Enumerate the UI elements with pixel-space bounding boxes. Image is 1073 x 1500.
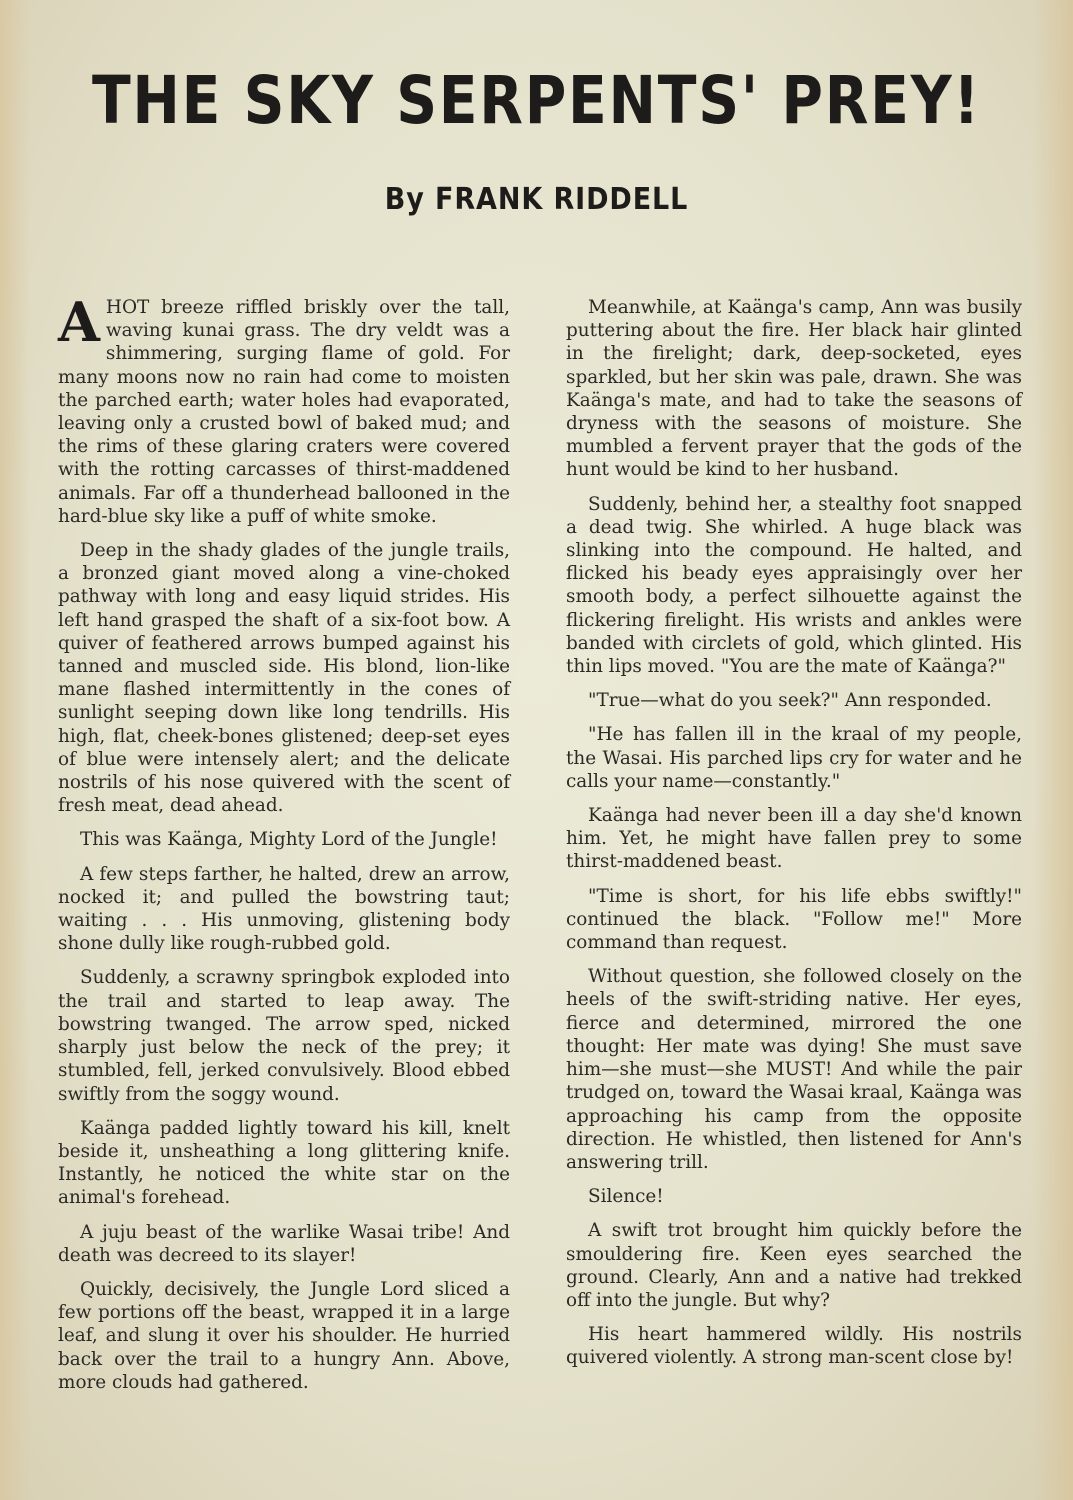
- paragraph: Without question, she followed closely on the heels of the swift-striding native. Her eyes, fierce and determined, mirrored the one thought: Her mate was dying! She must save him—she must—she MUST! And while the pair trudged on, toward the Wasai kraal, Kaänga was approaching his camp from the opposite direction. He whistled, then listened for Ann's answering trill.: [566, 966, 1022, 1173]
- story-title: THE SKY SERPENTS' PREY!: [91, 62, 982, 139]
- paragraph: "True—what do you seek?" Ann responded.: [588, 690, 992, 712]
- paragraph: Kaänga padded lightly toward his kill, knelt beside it, unsheathing a long glittering knife. Instantly, he noticed the white star on the animal's forehead.: [58, 1117, 510, 1209]
- paragraph: This was Kaänga, Mighty Lord of the Jungle!: [80, 829, 498, 851]
- paragraph: Suddenly, a scrawny springbok exploded into the trail and started to leap away. The bowstring twanged. The arrow sped, nicked sharply just below the neck of the prey; it stumbled, fell, jerked convulsively. Blood ebbed swiftly from the soggy wound.: [58, 967, 510, 1105]
- paragraph: "He has fallen ill in the kraal of my people, the Wasai. His parched lips cry for water and he calls your name—constantly.": [566, 724, 1022, 792]
- paragraph: Deep in the shady glades of the jungle trails, a bronzed giant moved along a vine-choked pathway with long and easy liquid strides. His left hand grasped the shaft of a six-foot bow. A quiver of feathered arrows bumped against his tanned and muscled side. His blond, lion-like mane flashed intermittently in the cones of sunlight seeping down like long tendrills. His high, flat, cheek-bones glistened; deep-set eyes of blue were intensely alert; and the delicate nostrils of his nose quivered with the scent of fresh meat, dead ahead.: [58, 540, 510, 817]
- paragraph: Suddenly, behind her, a stealthy foot snapped a dead twig. She whirled. A huge black was slinking into the compound. He halted, and flicked his beady eyes appraisingly over her smooth body, a perfect silhouette against the flickering firelight. His wrists and ankles were banded with circlets of gold, which glinted. His thin lips moved. "You are the mate of Kaänga?": [566, 493, 1022, 678]
- author-byline: By FRANK RIDDELL: [384, 182, 689, 217]
- page-edge-left: [0, 0, 30, 1500]
- drop-cap: A: [58, 290, 100, 354]
- paragraph: Quickly, decisively, the Jungle Lord sliced a few portions off the beast, wrapped it in a large leaf, and slung it over his shoulder. He hurried back over the trail to a hungry Ann. Above, more clouds had gathered.: [58, 1278, 510, 1393]
- paragraph: A juju beast of the warlike Wasai tribe! And death was decreed to its slayer!: [58, 1221, 510, 1266]
- paragraph: Kaänga had never been ill a day she'd known him. Yet, he might have fallen prey to some thirst-maddened beast.: [566, 805, 1022, 873]
- paragraph: A swift trot brought him quickly before the smouldering fire. Keen eyes searched the ground. Clearly, Ann and a native had trekked off into the jungle. But why?: [566, 1220, 1022, 1311]
- paragraph: "Time is short, for his life ebbs swiftly!" continued the black. "Follow me!" More command than request.: [566, 885, 1022, 954]
- paragraph: His heart hammered wildly. His nostrils quivered violently. A strong man-scent close by!: [566, 1324, 1022, 1369]
- right-column: [566, 296, 1022, 1381]
- paragraph-1-text: HOT breeze riffled briskly over the tall, waving kunai grass. The dry veldt was a shimmering, surging flame of gold. For many moons now no rain had come to moisten the parched earth; water holes had evaporated, leaving only a crusted bowl of baked mud; and the rims of these glaring craters were covered with the rotting carcasses of thirst-maddened animals. Far off a thunderhead ballooned in the hard-blue sky like a puff of white smoke.: [58, 297, 510, 527]
- paragraph: Meanwhile, at Kaänga's camp, Ann was busily puttering about the fire. Her black hair glinted in the firelight; dark, deep-socketed, eyes sparkled, but her skin was pale, drawn. She was Kaänga's mate, and had to take the seasons of dryness with the seasons of moisture. She mumbled a fervent prayer that the gods of the hunt would be kind to her husband.: [566, 297, 1022, 481]
- paragraph: Silence!: [588, 1186, 664, 1208]
- page-edge-right: [1033, 0, 1073, 1500]
- paragraph-1: [58, 290, 510, 528]
- left-column: [58, 290, 510, 1405]
- paragraph: A few steps farther, he halted, drew an arrow, nocked it; and pulled the bowstring taut; waiting . . . His unmoving, glistening body shone dully like rough-rubbed gold.: [58, 863, 510, 955]
